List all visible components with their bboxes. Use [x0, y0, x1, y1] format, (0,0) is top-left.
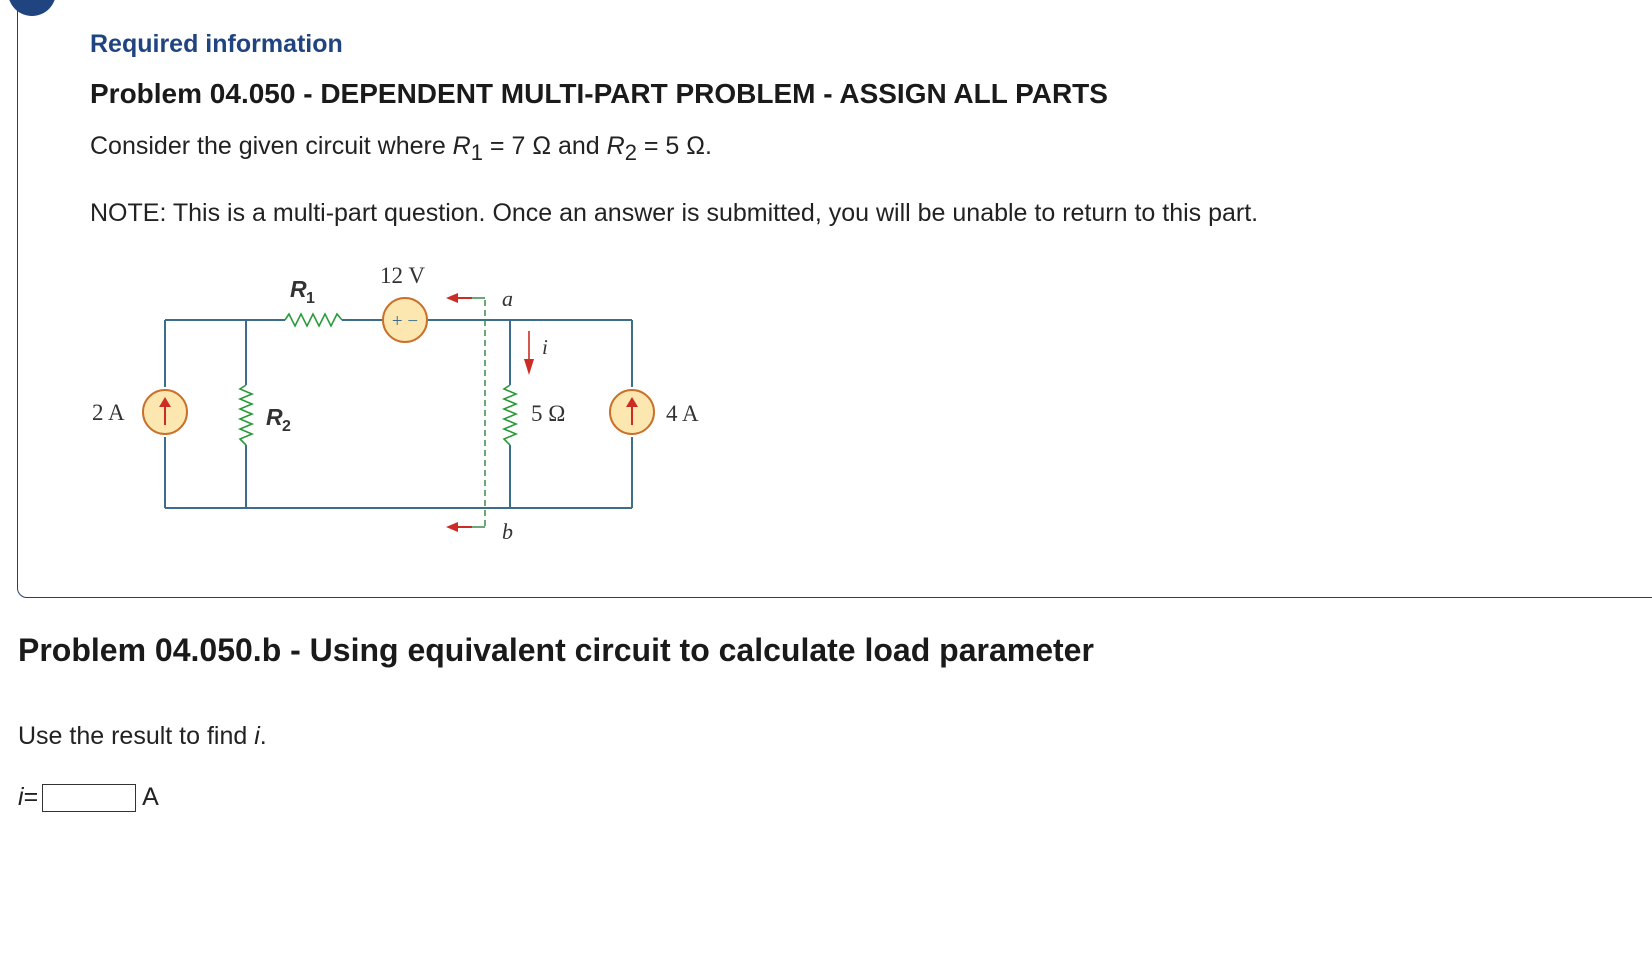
label-r1: R — [290, 276, 307, 302]
label-current-i: i — [542, 335, 548, 359]
label-node-a: a — [502, 286, 513, 311]
label-5-ohm: 5 Ω — [531, 401, 566, 426]
r1-symbol: R — [452, 132, 471, 160]
instruction-text — [18, 722, 267, 751]
label-12v: 12 V — [380, 263, 425, 288]
label-node-b: b — [502, 519, 513, 544]
answer-equals: = — [23, 783, 39, 811]
required-info-label: Required information — [90, 30, 343, 58]
current-source-4a-icon — [610, 390, 654, 434]
load-resistor — [504, 385, 516, 445]
label-2a: 2 A — [92, 400, 125, 425]
current-arrow-icon — [524, 331, 534, 375]
r1-value: = 7 Ω and — [482, 132, 607, 160]
note-text: NOTE: This is a multi-part question. Once an answer is submitted, you will be unable to return to this part. — [90, 199, 1259, 227]
label-r1-subscript: 1 — [306, 290, 315, 307]
terminal-a-arrow-icon — [446, 293, 472, 303]
given-prefix: Consider the given circuit where — [90, 132, 453, 160]
instruction-prefix: Use the result to find — [18, 722, 255, 750]
voltage-source-polarity: + − — [391, 311, 419, 332]
r2-symbol: R — [606, 132, 625, 160]
problem-title: Problem 04.050 - DEPENDENT MULTI-PART PROBLEM - ASSIGN ALL PARTS — [90, 78, 1108, 109]
r2-subscript: 2 — [624, 140, 637, 165]
r1-subscript: 1 — [470, 140, 483, 165]
answer-row — [18, 783, 159, 812]
r2-resistor — [240, 385, 252, 445]
current-source-2a-icon — [143, 390, 187, 434]
label-r2: R — [266, 404, 283, 430]
terminal-b-arrow-icon — [446, 522, 472, 532]
r2-value: = 5 Ω. — [636, 132, 712, 160]
r1-resistor — [285, 314, 342, 326]
answer-input-i[interactable] — [42, 784, 136, 812]
label-r2-subscript: 2 — [282, 418, 291, 435]
answer-unit: A — [142, 783, 159, 811]
voltage-source-12v-icon — [383, 298, 427, 342]
circuit-diagram — [80, 255, 740, 555]
label-4a: 4 A — [666, 401, 699, 426]
instruction-suffix: . — [259, 722, 267, 750]
part-title: Problem 04.050.b - Using equivalent circuit to calculate load parameter — [18, 632, 1094, 668]
given-values-text — [90, 132, 712, 165]
instruction-variable: i — [254, 722, 260, 750]
answer-variable: i — [18, 783, 24, 811]
